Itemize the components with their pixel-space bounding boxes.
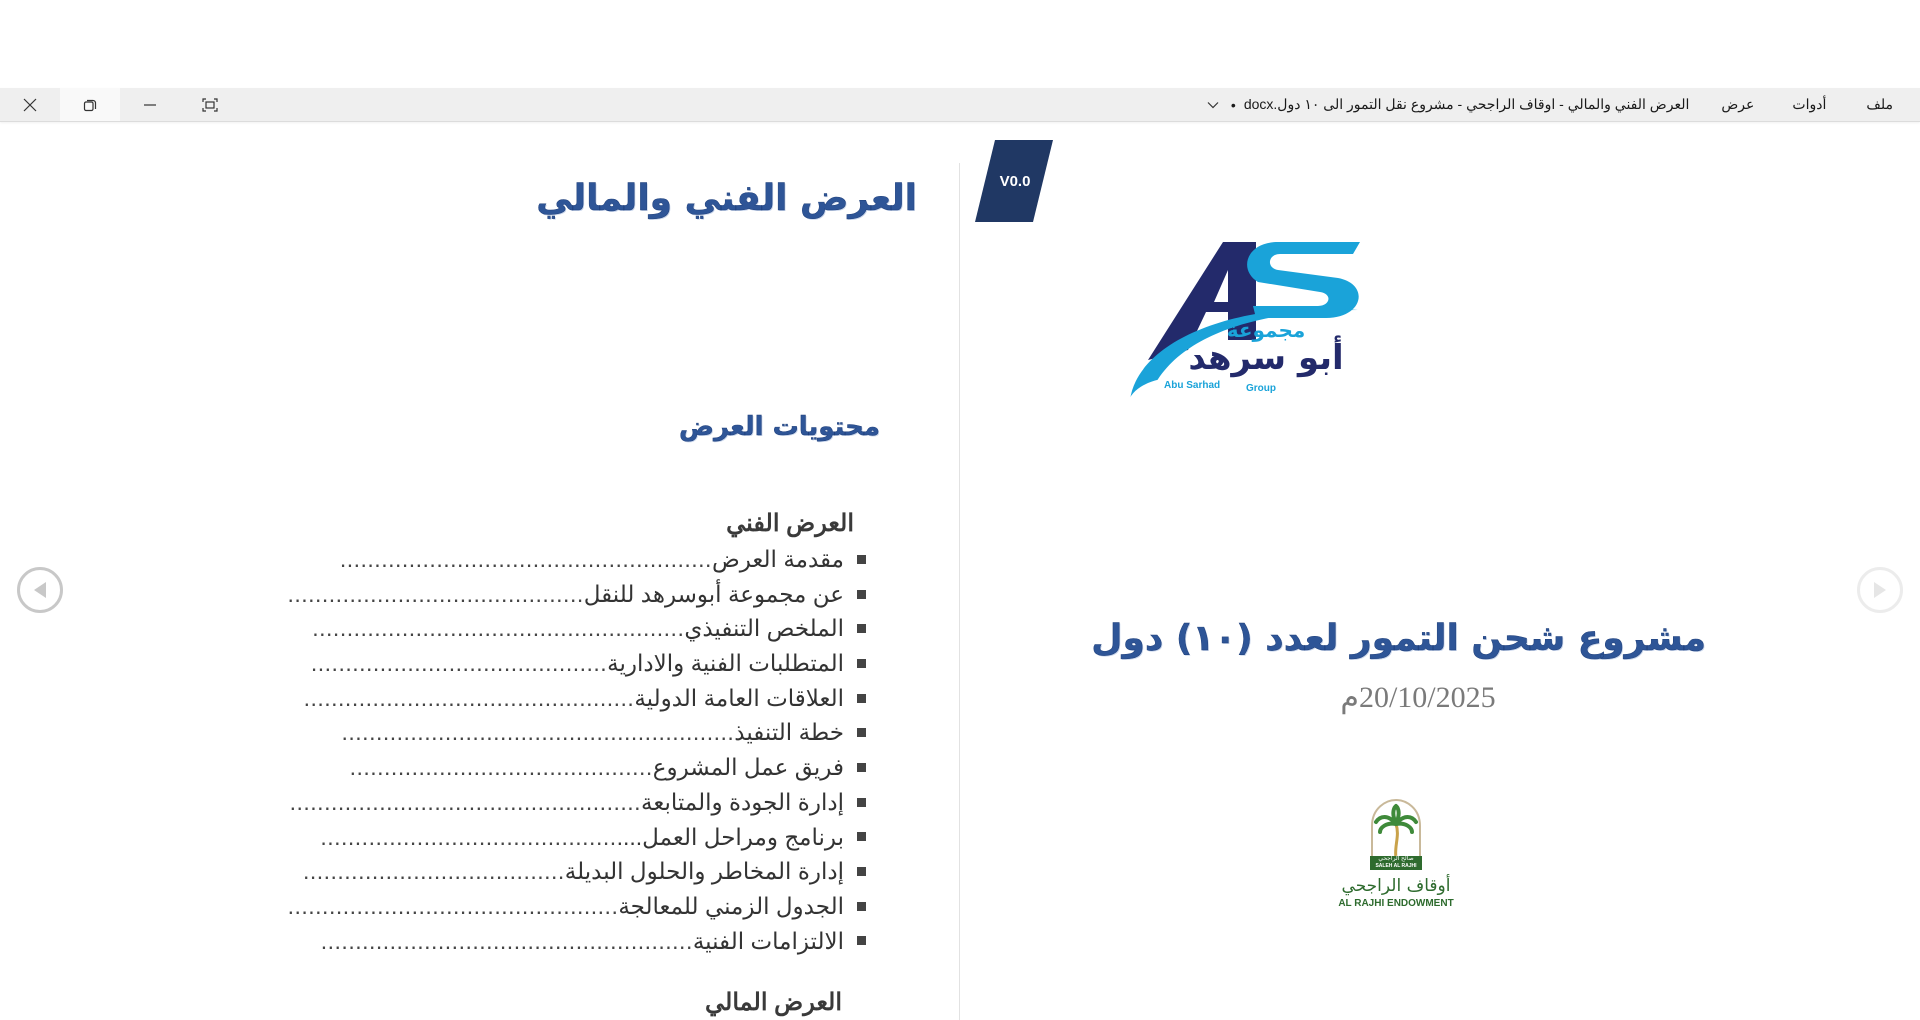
toc-item[interactable] bbox=[214, 924, 866, 959]
triangle-right-icon bbox=[1873, 581, 1887, 599]
chevron-down-icon bbox=[1207, 101, 1219, 109]
client-badge-arabic: صالح الراجحي bbox=[1378, 856, 1414, 862]
close-icon bbox=[23, 98, 37, 112]
toc-item-label: المتطلبات الفنية والادارية bbox=[607, 650, 844, 677]
technical-section-heading: العرض الفني bbox=[726, 510, 854, 537]
bullet-icon bbox=[857, 763, 866, 772]
close-button[interactable] bbox=[0, 88, 60, 121]
logo-arabic-line2: أبو سرهد bbox=[1188, 338, 1344, 378]
client-arabic-name: أوقاف الراجحي bbox=[1341, 876, 1451, 896]
unsaved-indicator: • bbox=[1230, 96, 1236, 113]
toc-item-label: إدارة الجودة والمتابعة bbox=[641, 788, 844, 815]
toc-item-leader: ......................................................... bbox=[341, 719, 735, 746]
client-badge-english: SALEH AL RAJHI bbox=[1375, 863, 1417, 869]
bullet-icon bbox=[857, 728, 866, 737]
bullet-icon bbox=[857, 555, 866, 564]
toc-item[interactable] bbox=[214, 611, 866, 646]
toc-item-leader: ........................................... bbox=[287, 580, 584, 607]
toc-item-leader: ................................................ bbox=[287, 892, 619, 919]
table-of-contents bbox=[214, 506, 854, 1017]
client-logo bbox=[1330, 798, 1462, 914]
toc-item-leader: ........................................... bbox=[320, 823, 617, 850]
toc-item-label: الالتزامات الفنية bbox=[692, 927, 844, 954]
toc-item-leader: ...................................... bbox=[302, 858, 565, 885]
version-badge bbox=[975, 140, 1053, 222]
bullet-icon bbox=[857, 659, 866, 668]
menu-tools[interactable]: أدوات bbox=[1792, 96, 1827, 112]
toc-item-label: الجدول الزمني للمعالجة bbox=[618, 892, 844, 919]
toc-item-leader: ...................................................... bbox=[339, 546, 712, 572]
toc-item[interactable] bbox=[214, 750, 866, 785]
bullet-icon bbox=[857, 867, 866, 876]
toc-item[interactable] bbox=[214, 715, 866, 750]
toc-item[interactable] bbox=[214, 889, 866, 924]
bullet-icon bbox=[857, 902, 866, 911]
minimize-icon bbox=[143, 98, 157, 112]
bullet-icon bbox=[857, 798, 866, 807]
logo-english-left: Abu Sarhad bbox=[1164, 380, 1221, 391]
offer-title: العرض الفني والمالي bbox=[536, 178, 917, 219]
restore-icon bbox=[83, 98, 97, 112]
toc-item-label: برنامج ومراحل العمل.... bbox=[616, 823, 844, 850]
toc-item[interactable] bbox=[214, 542, 866, 577]
bullet-icon bbox=[857, 624, 866, 633]
toc-item[interactable] bbox=[214, 820, 866, 855]
fullscreen-button[interactable] bbox=[180, 88, 240, 121]
previous-page-button[interactable] bbox=[17, 567, 63, 613]
toc-item[interactable] bbox=[214, 854, 866, 889]
document-title: العرض الفني والمالي - اوقاف الراجحي - مشروع نقل التمور الى ١٠ دول.docx bbox=[1243, 96, 1690, 112]
toc-item-leader: ...................................................... bbox=[312, 615, 685, 642]
company-logo bbox=[1128, 240, 1364, 404]
page-divider bbox=[959, 163, 960, 1020]
next-page-button[interactable] bbox=[1857, 567, 1903, 613]
financial-section-heading: العرض المالي bbox=[705, 989, 842, 1017]
version-label: V0.0 bbox=[999, 172, 1031, 190]
toc-item-leader: ................................................... bbox=[289, 788, 642, 815]
toc-item-label: الملخص التنفيذي bbox=[684, 615, 844, 642]
toc-item-label: عن مجموعة أبوسرهد للنقل bbox=[583, 580, 844, 607]
document-title-dropdown[interactable] bbox=[1207, 96, 1689, 113]
toc-item[interactable] bbox=[214, 785, 866, 820]
logo-arabic-line1: مجموعة bbox=[1226, 318, 1306, 342]
bullet-icon bbox=[857, 694, 866, 703]
project-date: 20/10/2025م bbox=[1340, 681, 1496, 714]
menu-bar bbox=[1207, 88, 1893, 121]
bullet-icon bbox=[857, 832, 866, 841]
bullet-icon bbox=[857, 590, 866, 599]
toc-item[interactable] bbox=[214, 577, 866, 612]
toc-item-label: فريق عمل المشروع bbox=[652, 754, 844, 781]
menu-view[interactable]: عرض bbox=[1721, 96, 1755, 112]
project-title: مشروع شحن التمور لعدد (١٠) دول bbox=[1091, 618, 1706, 659]
logo-english-right: Group bbox=[1246, 383, 1276, 394]
toc-item[interactable] bbox=[214, 681, 866, 716]
fullscreen-icon bbox=[202, 98, 218, 112]
toc-item[interactable] bbox=[214, 646, 866, 681]
app-toolbar bbox=[0, 88, 1920, 122]
technical-section-list bbox=[214, 542, 866, 958]
toc-item-label: خطة التنفيذ bbox=[734, 719, 844, 746]
menu-file[interactable]: ملف bbox=[1866, 96, 1893, 112]
toc-item-label: العلاقات العامة الدولية bbox=[634, 684, 844, 711]
toc-item-label: إدارة المخاطر والحلول البديلة bbox=[564, 858, 844, 885]
restore-button[interactable] bbox=[60, 88, 120, 121]
bullet-icon bbox=[857, 936, 866, 945]
triangle-left-icon bbox=[33, 581, 47, 599]
toc-item-leader: ...................................................... bbox=[320, 927, 693, 954]
minimize-button[interactable] bbox=[120, 88, 180, 121]
client-english-name: AL RAJHI ENDOWMENT bbox=[1338, 898, 1454, 909]
toc-item-leader: ............................................ bbox=[349, 754, 653, 781]
contents-heading: محتويات العرض bbox=[679, 412, 880, 442]
toc-item-leader: ................................................ bbox=[303, 684, 635, 711]
toc-item-label: مقدمة العرض bbox=[711, 546, 844, 572]
toc-item-leader: ........................................... bbox=[310, 650, 608, 677]
